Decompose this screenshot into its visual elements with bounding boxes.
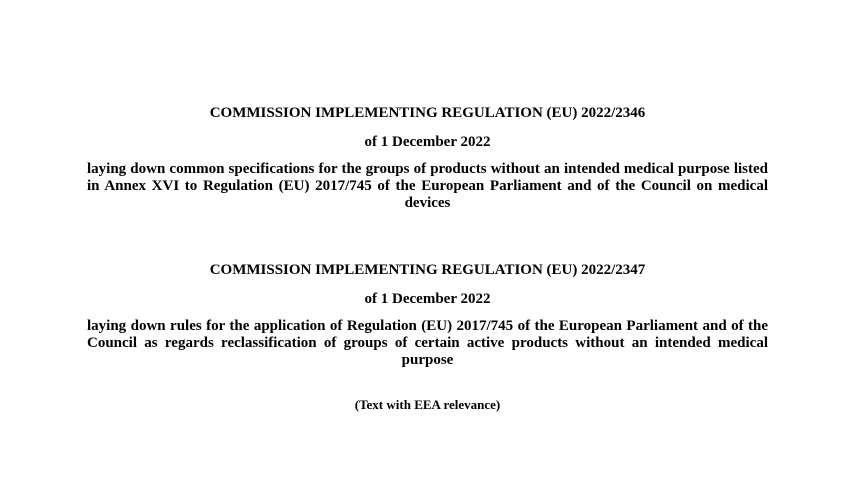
regulation-date-2347: of 1 December 2022	[364, 291, 491, 307]
regulation-title-2347: COMMISSION IMPLEMENTING REGULATION (EU) 2022/2347	[209, 262, 646, 278]
regulation-subject-2346: laying down common specifications for the groups of products without an intended medical purpose listed in Annex XVI to Regulation (EU) 2017/745 of the European Parliament and of the Council on medical devices	[87, 161, 768, 211]
regulation-date-2346: of 1 December 2022	[364, 134, 491, 150]
regulation-title-2346: COMMISSION IMPLEMENTING REGULATION (EU) 2022/2346	[209, 105, 646, 121]
eea-relevance-note: (Text with EEA relevance)	[354, 397, 501, 412]
regulation-subject-2347: laying down rules for the application of Regulation (EU) 2017/745 of the European Parliament and of the Council as regards reclassification of groups of certain active products without an intended medical purpose	[87, 318, 768, 368]
